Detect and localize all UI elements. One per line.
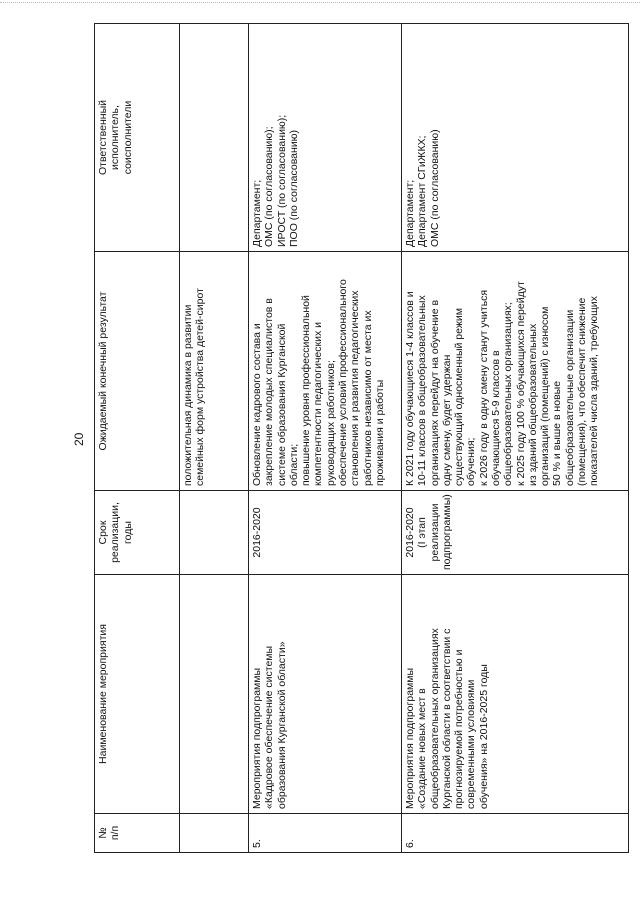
table-row-continuation — [180, 24, 249, 853]
row-responsible: Департамент; Департамент СГиЖКХ; ОМС (по согласованию) — [402, 24, 629, 252]
row-name: Мероприятия подпрограммы «Кадровое обеспечение системы образования Курганской области» — [249, 575, 402, 814]
header-term: Срок реализации, годы — [95, 491, 180, 575]
row-name: Мероприятия подпрограммы «Создание новых мест в общеобразовательных организациях Курганской области в соответствии с прогнозируемой потребностью и современными условиями обучения» на 2016-2025 годы — [402, 575, 629, 814]
row-num: 6. — [402, 814, 629, 853]
row-num: 5. — [249, 814, 402, 853]
row-result: К 2021 году обучающиеся 1-4 классов и 10-11 классов в общеобразовательных организациях перейдут на обучение в одну смену, будет удержан существующий односменный режим обучения; к 2026 году в одну смену станут учиться обучающиеся 5-9 классов в общеобразовательных организациях; к 2025 году 100 % обучающихся перейдут из зданий общеобразовательных организаций (помещений) с износом 50 % и выше в новые общеобразовательные организации (помещения), что обеспечит снижение показателей числа зданий, требующих — [402, 252, 629, 491]
table-row — [249, 24, 402, 853]
row-result: Обновление кадрового состава и закрепление молодых специалистов в системе образования Курганской области; повышение уровня профессиональной компетентности педагогических и руководящих работников; обеспечение условий профессионального становления и развития педагогических работников независимо от места их проживания и работы — [249, 252, 402, 491]
scan-artifact-line — [0, 2, 640, 5]
header-responsible: Ответственный исполнитель, соисполнители — [95, 24, 180, 252]
table-header-row — [95, 24, 180, 853]
table-row — [402, 24, 629, 853]
page-number: 20 — [72, 432, 86, 446]
continuation-result: положительная динамика в развитии семейных форм устройства детей-сирот — [180, 252, 249, 491]
header-num: № п/п — [95, 814, 180, 853]
row-term: 2016-2020 — [249, 491, 402, 575]
table-cell — [180, 575, 249, 814]
row-term: 2016-2020 (I этап реализации подпрограммы) — [402, 491, 629, 575]
measures-table — [94, 23, 629, 853]
rotated-table-container — [94, 69, 606, 853]
table-cell — [180, 24, 249, 252]
header-name: Наименование мероприятия — [95, 575, 180, 814]
header-result: Ожидаемый конечный результат — [95, 252, 180, 491]
table-cell — [180, 491, 249, 575]
row-responsible: Департамент; ОМС (по согласованию); ИРОСТ (по согласованию); ПОО (по согласованию) — [249, 24, 402, 252]
table-cell — [180, 814, 249, 853]
